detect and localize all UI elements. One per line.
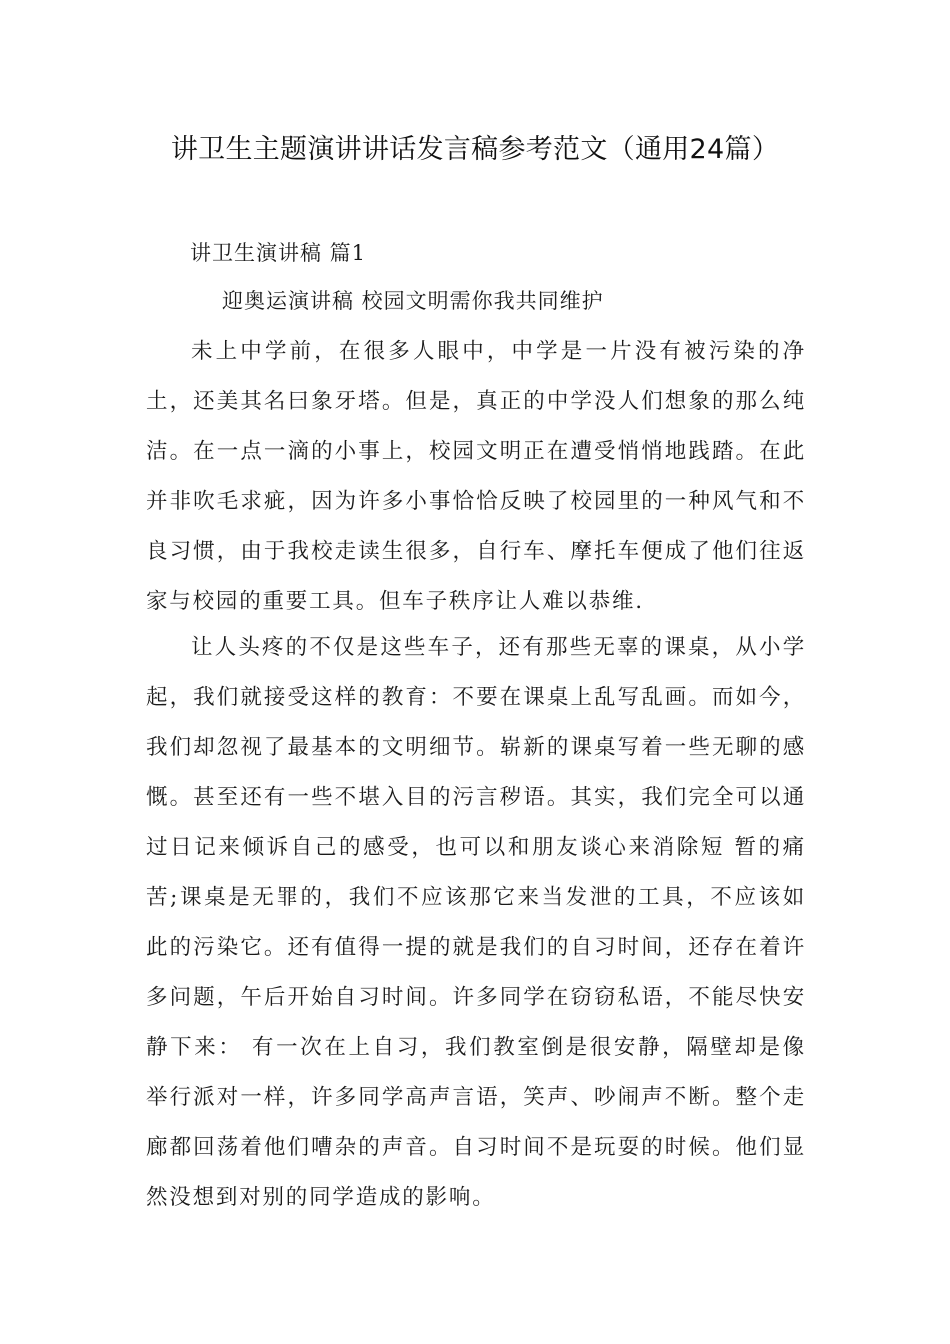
body-paragraph: 未上中学前，在很多人眼中，中学是一片没有被污染的净土，还美其名曰象牙塔。但是，真正的中学没人们想象的那么纯洁。在一点一滴的小事上，校园文明正在遭受悄悄地践踏。在此并非吹毛求疵，因为许多小事恰恰反映了校园里的一种风气和不良习惯，由于我校走读生很多，自行车、摩托车便成了他们往返家与校园的重要工具。但车子秩序让人难以恭维. [146, 339, 806, 614]
document-title: 讲卫生主题演讲讲话发言稿参考范文（通用24篇） [170, 134, 780, 165]
speech-subtitle: 迎奥运演讲稿 校园文明需你我共同维护 [222, 289, 604, 313]
body-paragraph: 让人头疼的不仅是这些车子，还有那些无辜的课桌，从小学起，我们就接受这样的教育：不要在课桌上乱写乱画。而如今，我们却忽视了最基本的文明细节。崭新的课桌写着一些无聊的感慨。甚至还有一些不堪入目的污言秽语。其实，我们完全可以通过日记来倾诉自己的感受，也可以和朋友谈心来消除短 暂的痛苦;课桌是无罪的，我们不应该那它来当发泄的工具，不应该如此的污染它。还有值得一提的就是我们的自习时间，还存在着许多问题，午后开始自习时间。许多同学在窃窃私语，不能尽快安静下来： 有一次在上自习，我们教室倒是很安静，隔壁却是像举行派对一样，许多同学高声言语，笑声、吵闹声不断。整个走廊都回荡着他们嘈杂的声音。自习时间不是玩耍的时候。他们显然没想到对别的同学造成的影响。 [146, 635, 806, 1210]
section-heading: 讲卫生演讲稿 篇1 [190, 241, 367, 265]
